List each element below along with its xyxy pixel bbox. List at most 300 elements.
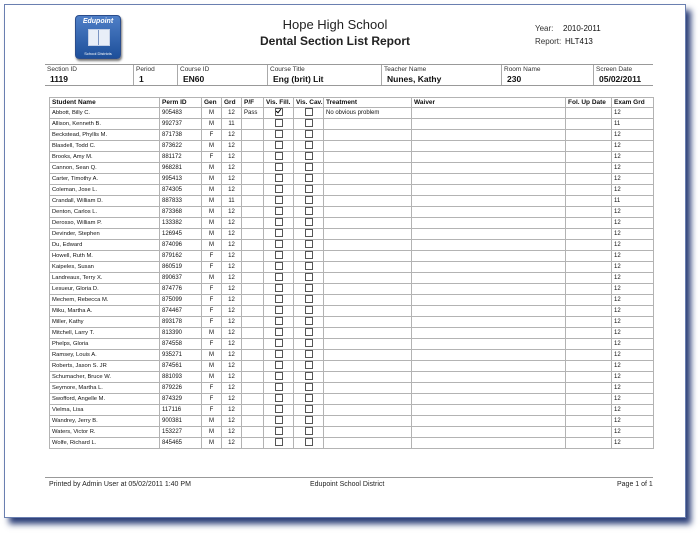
student-name: Cannon, Sean Q. [50,163,160,174]
grade: 12 [222,438,242,449]
vis-fill-cell [264,218,294,229]
student-name: Coleman, Jose L. [50,185,160,196]
vis-fill-cell [264,328,294,339]
table-row [50,152,654,163]
pass-fail [242,405,264,416]
column-header: Exam Grd [612,98,654,108]
gender: M [202,119,222,130]
grade: 12 [222,130,242,141]
vis-cav-checkbox[interactable] [305,416,313,424]
pass-fail [242,251,264,262]
follow-up-date [566,372,612,383]
perm-id: 900381 [160,416,202,427]
vis-fill-checkbox[interactable] [275,174,283,182]
vis-cav-cell [294,339,324,350]
vis-fill-cell [264,416,294,427]
gender: M [202,240,222,251]
table-row [50,328,654,339]
student-name: Miku, Martha A. [50,306,160,317]
treatment [324,174,412,185]
follow-up-date [566,240,612,251]
year-label: Year: [535,24,554,33]
exam-grade: 12 [612,306,654,317]
treatment [324,317,412,328]
grade: 12 [222,306,242,317]
student-name: Landreaux, Terry X. [50,273,160,284]
gender: M [202,218,222,229]
vis-fill-checkbox[interactable] [275,152,283,160]
perm-id: 813390 [160,328,202,339]
waiver [412,207,566,218]
pass-fail [242,383,264,394]
grade: 12 [222,174,242,185]
student-name: Mitchell, Larry T. [50,328,160,339]
page-number: Page 1 of 1 [617,481,653,488]
vis-fill-checkbox[interactable] [275,119,283,127]
pass-fail [242,152,264,163]
vis-fill-checkbox[interactable] [275,306,283,314]
logo-subtitle: School Districts [84,51,112,56]
exam-grade: 12 [612,262,654,273]
vis-cav-checkbox[interactable] [305,317,313,325]
follow-up-date [566,207,612,218]
vis-cav-checkbox[interactable] [305,383,313,391]
treatment [324,383,412,394]
table-row [50,207,654,218]
student-name: Wandrey, Jerry B. [50,416,160,427]
student-name: Roberts, Jason S. JR [50,361,160,372]
pass-fail [242,317,264,328]
exam-grade: 12 [612,174,654,185]
grade: 12 [222,405,242,416]
vis-fill-cell [264,361,294,372]
treatment [324,218,412,229]
waiver [412,405,566,416]
logo-name: Edupoint [82,18,114,25]
teacher-cell: Teacher Name Nunes, Kathy [381,65,502,85]
vis-cav-checkbox[interactable] [305,108,313,116]
table-row [50,350,654,361]
follow-up-date [566,262,612,273]
follow-up-date [566,383,612,394]
table-row [50,284,654,295]
treatment [324,251,412,262]
vis-fill-cell [264,240,294,251]
vis-cav-checkbox[interactable] [305,174,313,182]
vis-fill-checkbox[interactable] [275,295,283,303]
perm-id: 860519 [160,262,202,273]
pass-fail [242,438,264,449]
waiver [412,372,566,383]
follow-up-date [566,273,612,284]
waiver [412,174,566,185]
table-row [50,372,654,383]
gender: M [202,196,222,207]
exam-grade: 12 [612,383,654,394]
vis-cav-checkbox[interactable] [305,350,313,358]
vis-fill-checkbox[interactable] [275,284,283,292]
vis-cav-checkbox[interactable] [305,284,313,292]
table-row [50,174,654,185]
grade: 12 [222,163,242,174]
vis-cav-cell [294,251,324,262]
treatment [324,339,412,350]
exam-grade: 12 [612,372,654,383]
vis-cav-checkbox[interactable] [305,361,313,369]
treatment [324,163,412,174]
student-name: Lesueur, Gloria D. [50,284,160,295]
pass-fail [242,328,264,339]
vis-cav-cell [294,361,324,372]
vis-fill-cell [264,339,294,350]
vis-fill-checkbox[interactable] [275,196,283,204]
vis-cav-cell [294,427,324,438]
vis-cav-cell [294,350,324,361]
perm-id: 153227 [160,427,202,438]
vis-cav-cell [294,163,324,174]
exam-grade: 12 [612,141,654,152]
vis-fill-checkbox[interactable] [275,141,283,149]
vis-cav-cell [294,185,324,196]
exam-grade: 12 [612,328,654,339]
vis-cav-cell [294,438,324,449]
exam-grade: 12 [612,251,654,262]
waiver [412,394,566,405]
grade: 12 [222,295,242,306]
perm-id: 874467 [160,306,202,317]
vis-cav-checkbox[interactable] [305,339,313,347]
gender: M [202,350,222,361]
perm-id: 874558 [160,339,202,350]
vis-fill-checkbox[interactable] [275,394,283,402]
waiver [412,119,566,130]
vis-cav-cell [294,130,324,141]
vis-fill-cell [264,185,294,196]
vis-cav-cell [294,262,324,273]
table-row [50,383,654,394]
vis-fill-checkbox[interactable] [275,416,283,424]
gender: M [202,141,222,152]
section-id-value: 1119 [50,74,68,84]
gender: F [202,251,222,262]
exam-grade: 12 [612,218,654,229]
vis-cav-checkbox[interactable] [305,394,313,402]
treatment [324,394,412,405]
perm-id: 875099 [160,295,202,306]
pass-fail [242,350,264,361]
table-row [50,251,654,262]
treatment [324,196,412,207]
gender: M [202,108,222,119]
pass-fail [242,273,264,284]
treatment [324,141,412,152]
vis-fill-checkbox[interactable] [275,317,283,325]
table-row [50,427,654,438]
grade: 12 [222,240,242,251]
grade: 12 [222,394,242,405]
perm-id: 887833 [160,196,202,207]
grade: 12 [222,339,242,350]
waiver [412,262,566,273]
student-name: Ramsey, Louis A. [50,350,160,361]
grade: 12 [222,251,242,262]
printed-by: Printed by Admin User at 05/02/2011 1:40 PM [49,481,191,488]
follow-up-date [566,405,612,416]
vis-cav-checkbox[interactable] [305,218,313,226]
vis-cav-checkbox[interactable] [305,163,313,171]
vis-fill-cell [264,229,294,240]
follow-up-date [566,306,612,317]
vis-fill-checkbox[interactable] [275,240,283,248]
student-name: Kaipeles, Susan [50,262,160,273]
table-row [50,119,654,130]
gender: M [202,185,222,196]
pass-fail [242,416,264,427]
student-name: Derosso, William P. [50,218,160,229]
column-header: P/F [242,98,264,108]
vis-fill-checkbox[interactable] [275,427,283,435]
pass-fail [242,163,264,174]
vis-fill-checkbox[interactable] [275,251,283,259]
vis-fill-checkbox[interactable] [275,405,283,413]
follow-up-date [566,185,612,196]
exam-grade: 12 [612,229,654,240]
student-name: Vielma, Lisa [50,405,160,416]
vis-fill-checkbox[interactable] [275,372,283,380]
treatment [324,119,412,130]
column-header: Grd [222,98,242,108]
treatment [324,229,412,240]
vis-fill-cell [264,350,294,361]
pass-fail [242,174,264,185]
vis-fill-cell [264,295,294,306]
vis-cav-checkbox[interactable] [305,196,313,204]
follow-up-date [566,130,612,141]
vis-cav-checkbox[interactable] [305,295,313,303]
pass-fail [242,284,264,295]
vis-cav-cell [294,207,324,218]
vis-fill-checkbox[interactable] [275,108,283,116]
perm-id: 126945 [160,229,202,240]
treatment [324,416,412,427]
perm-id: 968281 [160,163,202,174]
vis-fill-checkbox[interactable] [275,350,283,358]
vis-cav-cell [294,240,324,251]
pass-fail [242,427,264,438]
vis-cav-checkbox[interactable] [305,273,313,281]
vis-fill-checkbox[interactable] [275,185,283,193]
student-name: Carter, Timothy A. [50,174,160,185]
vis-fill-checkbox[interactable] [275,130,283,138]
treatment [324,350,412,361]
student-name: Swofford, Angelle M. [50,394,160,405]
gender: M [202,229,222,240]
vis-cav-cell [294,284,324,295]
vis-cav-checkbox[interactable] [305,141,313,149]
gender: M [202,273,222,284]
vis-fill-cell [264,108,294,119]
student-name: Miller, Kathy [50,317,160,328]
vis-cav-checkbox[interactable] [305,405,313,413]
perm-id: 935271 [160,350,202,361]
vis-fill-checkbox[interactable] [275,383,283,391]
column-header: Fol. Up Date [566,98,612,108]
vis-fill-checkbox[interactable] [275,229,283,237]
table-body [50,108,654,449]
screen-date-cell: Screen Date 05/02/2011 [593,65,654,85]
student-name: Abbott, Billy C. [50,108,160,119]
pass-fail [242,295,264,306]
exam-grade: 12 [612,273,654,284]
vis-cav-cell [294,119,324,130]
vis-cav-checkbox[interactable] [305,372,313,380]
gender: M [202,174,222,185]
vis-fill-checkbox[interactable] [275,218,283,226]
perm-id: 995413 [160,174,202,185]
vis-fill-checkbox[interactable] [275,273,283,281]
gender: M [202,328,222,339]
gender: M [202,427,222,438]
follow-up-date [566,141,612,152]
vis-fill-cell [264,207,294,218]
table-row [50,295,654,306]
waiver [412,295,566,306]
vis-cav-checkbox[interactable] [305,130,313,138]
pass-fail [242,218,264,229]
table-row [50,185,654,196]
grade: 12 [222,262,242,273]
vis-cav-checkbox[interactable] [305,240,313,248]
treatment [324,306,412,317]
vis-fill-checkbox[interactable] [275,438,283,446]
vis-cav-checkbox[interactable] [305,328,313,336]
follow-up-date [566,229,612,240]
vis-cav-checkbox[interactable] [305,185,313,193]
follow-up-date [566,174,612,185]
table-row [50,163,654,174]
vis-cav-checkbox[interactable] [305,251,313,259]
vis-cav-checkbox[interactable] [305,152,313,160]
vis-fill-checkbox[interactable] [275,339,283,347]
vis-cav-checkbox[interactable] [305,427,313,435]
pass-fail: Pass [242,108,264,119]
vis-cav-checkbox[interactable] [305,262,313,270]
vis-fill-checkbox[interactable] [275,262,283,270]
vis-fill-cell [264,262,294,273]
vis-fill-cell [264,174,294,185]
treatment [324,405,412,416]
exam-grade: 12 [612,185,654,196]
exam-grade: 12 [612,317,654,328]
follow-up-date [566,119,612,130]
room-cell: Room Name 230 [501,65,594,85]
column-header: Treatment [324,98,412,108]
exam-grade: 12 [612,361,654,372]
gender: F [202,405,222,416]
treatment [324,130,412,141]
table-header-row [50,98,654,108]
waiver [412,427,566,438]
vis-fill-cell [264,273,294,284]
pass-fail [242,394,264,405]
vis-cav-cell [294,405,324,416]
table-row [50,240,654,251]
vis-cav-cell [294,196,324,207]
exam-grade: 12 [612,284,654,295]
student-name: Howell, Ruth M. [50,251,160,262]
perm-id: 117116 [160,405,202,416]
vis-fill-cell [264,405,294,416]
vis-cav-cell [294,295,324,306]
perm-id: 874329 [160,394,202,405]
perm-id: 874305 [160,185,202,196]
report-title: Dental Section List Report [259,34,411,48]
waiver [412,438,566,449]
perm-id: 992737 [160,119,202,130]
gender: F [202,284,222,295]
vis-fill-checkbox[interactable] [275,207,283,215]
waiver [412,251,566,262]
student-name: Allison, Kenneth B. [50,119,160,130]
vis-fill-checkbox[interactable] [275,328,283,336]
vis-cav-checkbox[interactable] [305,229,313,237]
follow-up-date [566,218,612,229]
table-row [50,262,654,273]
grade: 12 [222,350,242,361]
vis-fill-cell [264,196,294,207]
vis-fill-cell [264,427,294,438]
gender: F [202,262,222,273]
treatment [324,438,412,449]
vis-cav-checkbox[interactable] [305,438,313,446]
gender: F [202,152,222,163]
vis-fill-checkbox[interactable] [275,163,283,171]
gender: M [202,372,222,383]
pass-fail [242,119,264,130]
gender: F [202,295,222,306]
exam-grade: 12 [612,295,654,306]
vis-fill-cell [264,438,294,449]
vis-cav-cell [294,218,324,229]
gender: M [202,163,222,174]
vis-cav-checkbox[interactable] [305,119,313,127]
treatment [324,284,412,295]
vis-cav-checkbox[interactable] [305,207,313,215]
gender: M [202,361,222,372]
perm-id: 874561 [160,361,202,372]
perm-id: 874776 [160,284,202,295]
grade: 12 [222,185,242,196]
perm-id: 133382 [160,218,202,229]
follow-up-date [566,108,612,119]
vis-cav-checkbox[interactable] [305,306,313,314]
grade: 12 [222,372,242,383]
gender: F [202,339,222,350]
student-name: Phelps, Gloria [50,339,160,350]
follow-up-date [566,284,612,295]
vis-fill-checkbox[interactable] [275,361,283,369]
treatment [324,185,412,196]
column-header: Vis. Fill. [264,98,294,108]
vis-cav-cell [294,372,324,383]
perm-id: 890637 [160,273,202,284]
follow-up-date [566,196,612,207]
column-header: Waiver [412,98,566,108]
grade: 12 [222,427,242,438]
pass-fail [242,361,264,372]
vis-cav-cell [294,306,324,317]
exam-grade: 12 [612,416,654,427]
